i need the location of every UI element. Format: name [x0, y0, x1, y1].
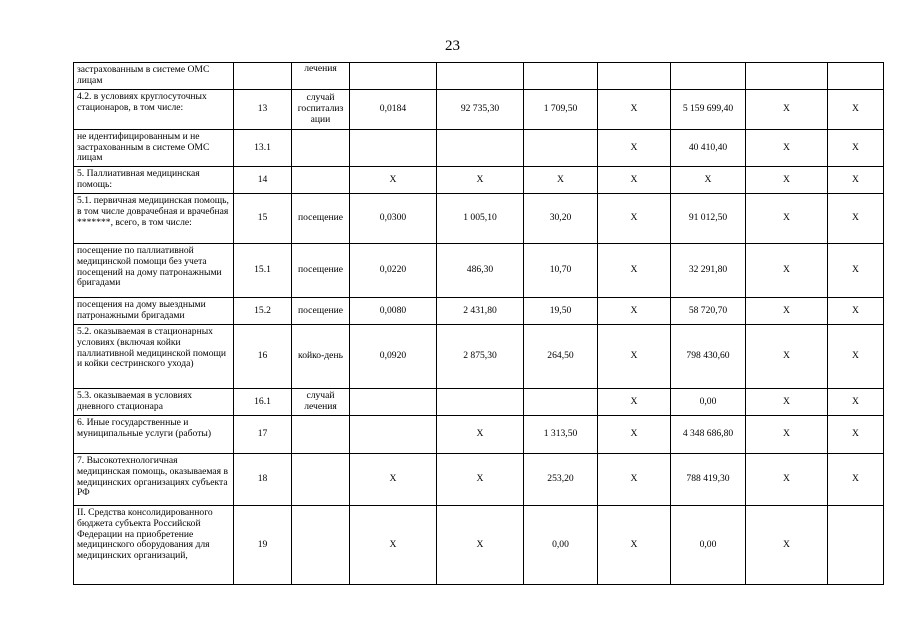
table-row: [74, 454, 884, 506]
value-cell-2: [437, 130, 524, 167]
table-row: [74, 506, 884, 585]
value-cell-6: X: [746, 244, 828, 298]
value-cell-1: X: [350, 167, 437, 194]
value-cell-4: [598, 63, 671, 90]
value-cell-3: 1 709,50: [524, 90, 598, 130]
data-table: [73, 62, 884, 585]
table-row: [74, 194, 884, 244]
row-name-cell: застрахованным в системе ОМС лицам: [74, 63, 234, 90]
value-cell-7: [828, 63, 884, 90]
value-cell-3: [524, 389, 598, 416]
unit-cell: [292, 130, 350, 167]
value-cell-4: X: [598, 298, 671, 325]
value-cell-4: X: [598, 325, 671, 389]
value-cell-7: X: [828, 130, 884, 167]
value-cell-7: X: [828, 194, 884, 244]
table-row: [74, 416, 884, 454]
value-cell-1: [350, 416, 437, 454]
table-row: [74, 130, 884, 167]
unit-cell: лечения: [292, 63, 350, 90]
row-name-cell: 6. Иные государственные и муниципальные услуги (работы): [74, 416, 234, 454]
value-cell-3: X: [524, 167, 598, 194]
value-cell-1: 0,0220: [350, 244, 437, 298]
value-cell-5: 91 012,50: [671, 194, 746, 244]
value-cell-5: [671, 63, 746, 90]
page-number: 23: [445, 38, 460, 54]
value-cell-3: [524, 63, 598, 90]
unit-cell: [292, 506, 350, 585]
row-name-cell: 5.2. оказываемая в стационарных условиях (включая койки паллиативной медицинской помощи и койки сестринского ухода): [74, 325, 234, 389]
value-cell-1: 0,0080: [350, 298, 437, 325]
row-name-cell: 5.3. оказываемая в условиях дневного стационара: [74, 389, 234, 416]
unit-cell: посещение: [292, 244, 350, 298]
value-cell-7: [828, 506, 884, 585]
row-number-cell: 16: [234, 325, 292, 389]
row-name-cell: 7. Высокотехнологичная медицинская помощь, оказываемая в медицинских организациях субъекта РФ: [74, 454, 234, 506]
value-cell-1: 0,0920: [350, 325, 437, 389]
value-cell-1: 0,0184: [350, 90, 437, 130]
unit-cell: [292, 416, 350, 454]
unit-cell: койко-день: [292, 325, 350, 389]
row-number-cell: 13.1: [234, 130, 292, 167]
value-cell-1: [350, 389, 437, 416]
table-row: [74, 63, 884, 90]
value-cell-2: [437, 389, 524, 416]
value-cell-5: 4 348 686,80: [671, 416, 746, 454]
value-cell-7: X: [828, 416, 884, 454]
value-cell-5: 5 159 699,40: [671, 90, 746, 130]
value-cell-6: X: [746, 194, 828, 244]
row-number-cell: [234, 63, 292, 90]
row-number-cell: 15.2: [234, 298, 292, 325]
value-cell-5: 0,00: [671, 389, 746, 416]
value-cell-4: X: [598, 244, 671, 298]
value-cell-6: [746, 63, 828, 90]
value-cell-4: X: [598, 416, 671, 454]
table-row: [74, 90, 884, 130]
table-row: [74, 389, 884, 416]
value-cell-7: X: [828, 244, 884, 298]
value-cell-4: X: [598, 389, 671, 416]
value-cell-6: X: [746, 325, 828, 389]
unit-cell: [292, 167, 350, 194]
value-cell-7: X: [828, 167, 884, 194]
unit-cell: посещение: [292, 194, 350, 244]
table-row: [74, 167, 884, 194]
value-cell-5: 32 291,80: [671, 244, 746, 298]
value-cell-5: 798 430,60: [671, 325, 746, 389]
table-row: [74, 298, 884, 325]
row-name-cell: II. Средства консолидированного бюджета субъекта Российской Федерации на приобретение медицинского оборудования для медицинских организаций,: [74, 506, 234, 585]
value-cell-3: [524, 130, 598, 167]
unit-cell: посещение: [292, 298, 350, 325]
value-cell-1: 0,0300: [350, 194, 437, 244]
value-cell-2: X: [437, 506, 524, 585]
value-cell-6: X: [746, 130, 828, 167]
value-cell-3: 30,20: [524, 194, 598, 244]
row-name-cell: посещение по паллиативной медицинской помощи без учета посещений на дому патронажными бригадами: [74, 244, 234, 298]
row-number-cell: 15.1: [234, 244, 292, 298]
value-cell-2: X: [437, 416, 524, 454]
row-number-cell: 18: [234, 454, 292, 506]
unit-cell: случай госпитализ ации: [292, 90, 350, 130]
value-cell-7: X: [828, 298, 884, 325]
value-cell-1: X: [350, 454, 437, 506]
value-cell-3: 253,20: [524, 454, 598, 506]
row-name-cell: не идентифицированным и не застрахованным в системе ОМС лицам: [74, 130, 234, 167]
unit-cell: случай лечения: [292, 389, 350, 416]
table-row: [74, 244, 884, 298]
value-cell-3: 264,50: [524, 325, 598, 389]
value-cell-5: 0,00: [671, 506, 746, 585]
value-cell-2: 486,30: [437, 244, 524, 298]
value-cell-6: X: [746, 416, 828, 454]
value-cell-2: [437, 63, 524, 90]
value-cell-5: 58 720,70: [671, 298, 746, 325]
value-cell-4: X: [598, 194, 671, 244]
row-number-cell: 13: [234, 90, 292, 130]
value-cell-7: X: [828, 90, 884, 130]
value-cell-4: X: [598, 506, 671, 585]
value-cell-1: X: [350, 506, 437, 585]
value-cell-2: 92 735,30: [437, 90, 524, 130]
value-cell-7: X: [828, 325, 884, 389]
value-cell-7: X: [828, 389, 884, 416]
value-cell-3: 10,70: [524, 244, 598, 298]
value-cell-7: X: [828, 454, 884, 506]
row-name-cell: 5.1. первичная медицинская помощь, в том числе доврачебная и врачебная *******, всего, в том числе:: [74, 194, 234, 244]
value-cell-3: 1 313,50: [524, 416, 598, 454]
table-row: [74, 325, 884, 389]
value-cell-2: 1 005,10: [437, 194, 524, 244]
unit-cell: [292, 454, 350, 506]
value-cell-6: X: [746, 298, 828, 325]
row-name-cell: 4.2. в условиях круглосуточных стационаров, в том числе:: [74, 90, 234, 130]
value-cell-6: X: [746, 167, 828, 194]
value-cell-1: [350, 130, 437, 167]
value-cell-2: X: [437, 454, 524, 506]
value-cell-3: 0,00: [524, 506, 598, 585]
value-cell-6: X: [746, 454, 828, 506]
value-cell-4: X: [598, 90, 671, 130]
value-cell-5: 40 410,40: [671, 130, 746, 167]
value-cell-3: 19,50: [524, 298, 598, 325]
row-number-cell: 16.1: [234, 389, 292, 416]
row-name-cell: посещения на дому выездными патронажными бригадами: [74, 298, 234, 325]
value-cell-2: X: [437, 167, 524, 194]
value-cell-4: X: [598, 167, 671, 194]
row-number-cell: 17: [234, 416, 292, 454]
value-cell-2: 2 875,30: [437, 325, 524, 389]
row-number-cell: 19: [234, 506, 292, 585]
value-cell-4: X: [598, 454, 671, 506]
row-number-cell: 14: [234, 167, 292, 194]
value-cell-6: X: [746, 389, 828, 416]
row-name-cell: 5. Паллиативная медицинская помощь:: [74, 167, 234, 194]
row-number-cell: 15: [234, 194, 292, 244]
value-cell-6: X: [746, 90, 828, 130]
value-cell-1: [350, 63, 437, 90]
value-cell-5: 788 419,30: [671, 454, 746, 506]
value-cell-5: X: [671, 167, 746, 194]
value-cell-4: X: [598, 130, 671, 167]
value-cell-2: 2 431,80: [437, 298, 524, 325]
value-cell-6: X: [746, 506, 828, 585]
